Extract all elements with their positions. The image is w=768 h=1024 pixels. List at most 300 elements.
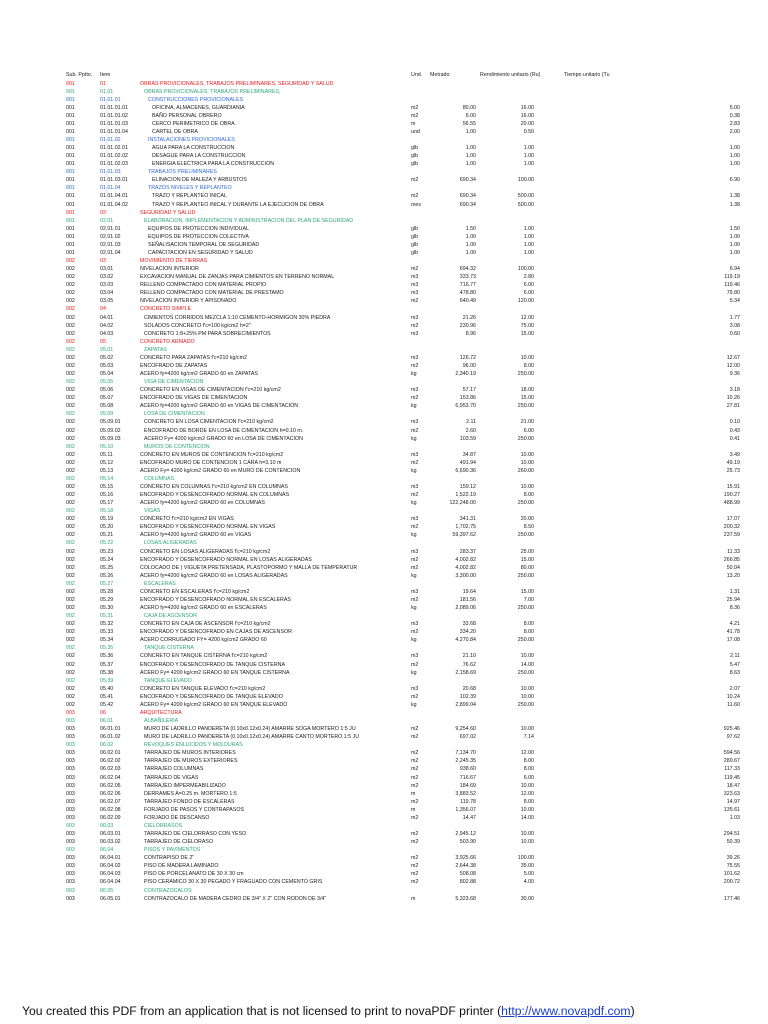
row-metrado: 2.60 [465, 427, 476, 434]
row-item-code: 06.02.07 [100, 798, 121, 805]
row-rendimiento: 120.00 [517, 298, 534, 305]
row-item-code: 01.01.01.04 [100, 128, 128, 135]
row-metrado: 76.62 [462, 661, 476, 668]
row-sub-pptto: 002 [66, 387, 75, 394]
table-row [0, 564, 768, 572]
row-unit: m3 [411, 387, 419, 394]
row-description: MOVIMIENTO DE TIERRAS [140, 258, 208, 265]
row-metrado: 4,002.82 [455, 564, 476, 571]
table-row [0, 870, 768, 878]
row-item-code: 05.06 [100, 387, 114, 394]
row-sub-pptto: 003 [66, 887, 75, 894]
row-tiempo: 10.26 [726, 395, 740, 402]
row-sub-pptto: 002 [66, 322, 75, 329]
table-row [0, 596, 768, 604]
row-rendimiento: 8.50 [523, 524, 534, 531]
row-tiempo: 119.46 [724, 282, 740, 289]
row-item-code: 01.01.02 [100, 136, 121, 143]
row-description: TRAZO Y REPLANTEO INICAL Y DURANTE LA EJECUCION DE OBRA [152, 201, 324, 208]
row-sub-pptto: 002 [66, 629, 75, 636]
row-description: SOLADOS CONCRETO f'c=100 kg/cm2 h=2" [144, 322, 251, 329]
row-item-code: 05.22 [100, 540, 114, 547]
table-row [0, 217, 768, 225]
row-tiempo: 1.00 [729, 233, 740, 240]
row-description: ENCOFRADO DE VIGAS DE CIMENTACION [140, 395, 248, 402]
row-unit: kg [411, 532, 417, 539]
row-item-code: 06.04.01 [100, 855, 121, 862]
table-row [0, 604, 768, 612]
row-unit: m2 [411, 112, 419, 119]
row-item-code: 01.01.01.03 [100, 120, 128, 127]
row-sub-pptto: 001 [66, 241, 75, 248]
row-tiempo: 1.38 [729, 201, 740, 208]
row-description: CONCRETO EN COLUMNAS f'c=210 kg/cm2 EN COLUMNAS [140, 484, 288, 490]
row-tiempo: 15.91 [726, 484, 740, 490]
table-row [0, 548, 768, 556]
row-description: VIGA DE CIMENTACION [144, 379, 204, 386]
table-row [0, 386, 768, 394]
table-row [0, 289, 768, 297]
row-sub-pptto: 002 [66, 411, 75, 418]
row-tiempo: 6.94 [729, 266, 740, 273]
row-tiempo: 1.00 [729, 145, 740, 152]
row-sub-pptto: 003 [66, 855, 75, 862]
row-sub-pptto: 002 [66, 475, 75, 482]
row-item-code: 02.01.04 [100, 249, 121, 256]
row-item-code: 06.03.01 [100, 831, 121, 837]
row-unit: m2 [411, 782, 419, 789]
table-row [0, 152, 768, 160]
row-description: RELLENO COMPACTADO CON MATERIAL PROPIO [140, 282, 267, 289]
row-metrado: 153.86 [459, 395, 476, 402]
row-rendimiento: 10.00 [520, 459, 534, 466]
row-sub-pptto: 002 [66, 645, 75, 652]
row-item-code: 05.01 [100, 346, 114, 353]
row-description: CONCRETO 1:8+25% PM PARA SOBRECIMIENTOS [144, 330, 271, 337]
row-unit: m2 [411, 492, 419, 499]
row-description: OFICINA, ALMACENES, GUARDIANIA [152, 104, 245, 111]
table-row [0, 693, 768, 701]
row-metrado: 1.00 [465, 249, 476, 256]
row-tiempo: 0.60 [729, 330, 740, 337]
row-metrado: 20.68 [462, 685, 476, 692]
row-tiempo: 4.21 [729, 621, 740, 628]
row-item-code: 06.04.03 [100, 871, 121, 878]
table-row [0, 370, 768, 378]
row-sub-pptto: 002 [66, 435, 75, 442]
row-metrado: 1,356.07 [455, 806, 476, 813]
row-sub-pptto: 003 [66, 774, 75, 781]
row-tiempo: 190.27 [723, 492, 740, 499]
row-sub-pptto: 002 [66, 548, 75, 555]
table-row [0, 144, 768, 152]
row-tiempo: 8.36 [729, 605, 740, 612]
row-sub-pptto: 002 [66, 653, 75, 660]
row-tiempo: 27.81 [726, 403, 740, 410]
table-row [0, 427, 768, 435]
row-rendimiento: 20.00 [520, 120, 534, 127]
table-row [0, 136, 768, 144]
row-unit: m3 [411, 330, 419, 337]
row-unit: glb [411, 153, 419, 160]
row-item-code: 03.01 [100, 266, 114, 273]
table-row [0, 265, 768, 273]
row-item-code: 06 [100, 709, 106, 716]
row-sub-pptto: 002 [66, 338, 75, 345]
row-tiempo: 12.00 [726, 362, 740, 369]
table-row [0, 636, 768, 644]
row-item-code: 06.04.02 [100, 863, 121, 870]
row-sub-pptto: 003 [66, 758, 75, 765]
row-item-code: 05.27 [100, 580, 114, 587]
row-sub-pptto: 003 [66, 895, 75, 902]
table-row [0, 483, 768, 491]
row-sub-pptto: 002 [66, 580, 75, 587]
row-metrado: 503.90 [459, 839, 476, 846]
table-row [0, 749, 768, 757]
row-metrado: 333.73 [459, 274, 476, 281]
row-description: CONCRETO PARA ZAPATAS f'c=210 kg/cm2 [140, 354, 247, 361]
row-unit: m3 [411, 588, 419, 595]
row-item-code: 01.01.02.03 [100, 161, 128, 168]
row-item-code: 05.20 [100, 524, 114, 531]
row-unit: m2 [411, 734, 419, 741]
row-sub-pptto: 002 [66, 258, 75, 265]
row-description: CONCRETO EN TANQUE ELEVADO f'c=210 kg/cm2 [140, 685, 266, 692]
row-tiempo: 41.78 [726, 629, 740, 636]
row-rendimiento: 10.00 [520, 484, 534, 490]
row-description: PISOS Y PAVIMENTOS [144, 847, 201, 854]
row-description: INSTALACIONES PROVICIONALES [148, 136, 235, 143]
row-unit: kg [411, 403, 417, 410]
row-sub-pptto: 003 [66, 806, 75, 813]
row-sub-pptto: 002 [66, 330, 75, 337]
row-rendimiento: 80.00 [520, 564, 534, 571]
row-description: CONCRETO EN VIGAS DE CIMENTACION f'c=210 kg/cm2 [140, 387, 281, 394]
row-description: ESCALERAS [144, 580, 176, 587]
row-metrado: 3,883.52 [455, 790, 476, 797]
row-tiempo: 2.83 [729, 120, 740, 127]
row-metrado: 938.60 [459, 766, 476, 773]
row-metrado: 508.08 [459, 871, 476, 878]
row-metrado: 690.34 [459, 201, 476, 208]
row-rendimiento: 12.00 [520, 790, 534, 797]
row-sub-pptto: 003 [66, 863, 75, 870]
row-unit: m2 [411, 661, 419, 668]
row-unit: m2 [411, 798, 419, 805]
row-tiempo: 79.80 [726, 290, 740, 297]
row-unit: m2 [411, 831, 419, 837]
row-item-code: 06.02.09 [100, 814, 121, 821]
row-item-code: 05.31 [100, 613, 114, 620]
table-row [0, 241, 768, 249]
row-description: FORJADO DE DESCANSO [144, 814, 210, 821]
row-sub-pptto: 002 [66, 306, 75, 313]
row-sub-pptto: 001 [66, 201, 75, 208]
row-item-code: 05.09 [100, 411, 114, 418]
row-description: TARRAJEO FONDO DE ESCALERAS [144, 798, 235, 805]
row-item-code: 05.37 [100, 661, 114, 668]
row-rendimiento: 250.00 [517, 605, 534, 612]
row-item-code: 01.01.01.01 [100, 104, 128, 111]
row-sub-pptto: 002 [66, 419, 75, 426]
table-row [0, 88, 768, 96]
row-unit: m2 [411, 362, 419, 369]
table-row [0, 168, 768, 176]
row-unit: m3 [411, 548, 419, 555]
row-sub-pptto: 002 [66, 621, 75, 628]
row-metrado: 690.34 [459, 177, 476, 184]
row-unit: m [411, 806, 416, 813]
row-metrado: 1.00 [465, 145, 476, 152]
row-description: TARRAJEO DE CIELORASO [144, 839, 214, 846]
row-tiempo: 280.67 [723, 758, 740, 765]
row-rendimiento: 14.00 [520, 814, 534, 821]
row-sub-pptto: 001 [66, 96, 75, 103]
row-unit: m [411, 895, 416, 902]
row-tiempo: 0.43 [729, 427, 740, 434]
row-rendimiento: 8.00 [523, 798, 534, 805]
row-metrado: 8.96 [465, 330, 476, 337]
row-sub-pptto: 002 [66, 451, 75, 458]
table-row [0, 685, 768, 693]
row-unit: m2 [411, 556, 419, 563]
row-rendimiento: 2.80 [523, 274, 534, 281]
row-metrado: 33.68 [462, 621, 476, 628]
header-sub-pptto: Sub. Pptto. [66, 72, 93, 78]
row-unit: m2 [411, 564, 419, 571]
row-metrado: 5,323.68 [455, 895, 476, 902]
row-rendimiento: 15.00 [520, 588, 534, 595]
row-tiempo: 17.08 [726, 637, 740, 644]
table-row [0, 475, 768, 483]
table-row [0, 846, 768, 854]
row-description: ZAPATAS [144, 346, 167, 353]
row-item-code: 03 [100, 258, 106, 265]
table-row [0, 507, 768, 515]
row-metrado: 21.10 [462, 653, 476, 660]
row-rendimiento: 1.00 [523, 233, 534, 240]
row-unit: glb [411, 233, 419, 240]
row-sub-pptto: 002 [66, 613, 75, 620]
row-unit: m2 [411, 774, 419, 781]
row-item-code: 02.01.03 [100, 241, 121, 248]
table-row [0, 701, 768, 709]
row-tiempo: 11.33 [727, 548, 740, 555]
row-item-code: 03.03 [100, 282, 114, 289]
row-unit: glb [411, 145, 419, 152]
row-sub-pptto: 003 [66, 742, 75, 749]
row-unit: m2 [411, 693, 419, 700]
row-tiempo: 117.33 [724, 766, 740, 773]
row-sub-pptto: 003 [66, 831, 75, 837]
row-description: TARRAJEO DE VIGAS [144, 774, 199, 781]
row-metrado: 122,248.00 [449, 500, 476, 507]
row-description: ARQUITECTURA [140, 709, 182, 716]
row-item-code: 01.01.01 [100, 96, 121, 103]
row-metrado: 56.55 [462, 120, 476, 127]
row-tiempo: 237.59 [723, 532, 740, 539]
row-description: ACERO CORRUGADO FY= 4200 kg/cm2 GRADO 60 [140, 637, 267, 644]
row-sub-pptto: 001 [66, 169, 75, 176]
row-sub-pptto: 002 [66, 572, 75, 579]
row-description: CONCRETO SIMPLE [140, 306, 192, 313]
table-row [0, 435, 768, 443]
row-unit: kg [411, 435, 417, 442]
row-item-code: 05.14 [100, 475, 114, 482]
row-metrado: 21.26 [462, 314, 476, 321]
row-metrado: 6.00 [465, 112, 476, 119]
row-metrado: 716.77 [459, 282, 476, 289]
row-rendimiento: 1.00 [523, 161, 534, 168]
table-row [0, 209, 768, 217]
row-item-code: 06.02.02 [100, 758, 121, 765]
row-metrado: 1.50 [465, 225, 476, 232]
row-item-code: 05.42 [100, 701, 114, 708]
row-description: PISO DE MADERA LAMINADO [144, 863, 219, 870]
row-item-code: 05.23 [100, 548, 114, 555]
row-description: AGUA PARA LA CONSTRUCCION [152, 145, 235, 152]
row-tiempo: 0.41 [729, 435, 740, 442]
row-unit: m2 [411, 395, 419, 402]
row-item-code: 05.16 [100, 492, 114, 499]
table-row [0, 459, 768, 467]
row-unit: m2 [411, 596, 419, 603]
table-row [0, 330, 768, 338]
row-tiempo: 1.03 [729, 814, 740, 821]
table-row [0, 572, 768, 580]
row-rendimiento: 21.00 [520, 419, 534, 426]
row-metrado: 1,522.19 [455, 492, 476, 499]
row-tiempo: 0.10 [729, 419, 740, 426]
table-row [0, 120, 768, 128]
row-sub-pptto: 001 [66, 193, 75, 200]
row-sub-pptto: 003 [66, 790, 75, 797]
row-description: ACERO Fy= 4200 kg/cm2 GRADO 60 EN TANQUE CISTERNA [140, 669, 290, 676]
row-sub-pptto: 001 [66, 249, 75, 256]
row-tiempo: 3.08 [729, 322, 740, 329]
row-rendimiento: 10.00 [520, 726, 534, 733]
row-item-code: 05.07 [100, 395, 114, 402]
row-rendimiento: 35.00 [520, 863, 534, 870]
row-rendimiento: 18.00 [520, 387, 534, 394]
novapdf-notice [22, 1004, 635, 1018]
row-description: CONCRETO ARMADO [140, 338, 195, 345]
row-unit: glb [411, 241, 419, 248]
row-rendimiento: 260.00 [517, 467, 534, 474]
row-metrado: 1,702.75 [455, 524, 476, 531]
row-description: ACERO Fy= 4200 kg/cm2 GRADO 60 EN TANQUE ELEVADO [140, 701, 288, 708]
row-rendimiento: 250.00 [517, 500, 534, 507]
row-rendimiento: 16.00 [520, 112, 534, 119]
row-metrado: 2,089.06 [455, 605, 476, 612]
row-rendimiento: 6.00 [523, 290, 534, 297]
row-metrado: 334.20 [459, 629, 476, 636]
row-description: ENCOFRADO MURO DE CONTENCION 1 CARA h=3.10 m [140, 459, 282, 466]
row-tiempo: 97.62 [726, 734, 740, 741]
table-row [0, 338, 768, 346]
row-metrado: 283.37 [459, 548, 476, 555]
row-item-code: 06.02.08 [100, 806, 121, 813]
row-rendimiento: 1.00 [523, 241, 534, 248]
row-metrado: 694.32 [459, 266, 476, 273]
row-unit: m3 [411, 685, 419, 692]
row-item-code: 01 [100, 80, 106, 87]
row-sub-pptto: 003 [66, 798, 75, 805]
row-description: LOSA DE CIMENTACION [144, 411, 205, 418]
row-description: ENCOFRADO Y DESENCOFRADO NORMAL EN VIGAS [140, 524, 276, 531]
row-unit: m2 [411, 524, 419, 531]
row-tiempo: 594.56 [723, 750, 740, 757]
row-tiempo: 13.20 [726, 572, 740, 579]
row-description: REVOQUES ENLUCIDOS Y MOLDURAS [144, 742, 243, 749]
row-sub-pptto: 003 [66, 847, 75, 854]
row-unit: glb [411, 225, 419, 232]
table-row [0, 80, 768, 88]
table-row [0, 556, 768, 564]
row-sub-pptto: 002 [66, 282, 75, 289]
table-row [0, 128, 768, 136]
table-row [0, 418, 768, 426]
row-tiempo: 5.34 [729, 298, 740, 305]
row-tiempo: 49.19 [726, 459, 740, 466]
row-tiempo: 14.97 [726, 798, 740, 805]
row-tiempo: 119.45 [724, 774, 740, 781]
table-row [0, 669, 768, 677]
row-unit: m2 [411, 726, 419, 733]
row-sub-pptto: 001 [66, 177, 75, 184]
row-item-code: 05.24 [100, 556, 114, 563]
row-description: CIELORRASOS [144, 822, 183, 829]
row-description: ACERO Fy= 4200 kg/cm2 GRADO 60 en MURO DE CONTENCION [140, 467, 301, 474]
table-row [0, 854, 768, 862]
row-unit: m3 [411, 419, 419, 426]
row-tiempo: 2.11 [730, 653, 740, 660]
row-tiempo: 75.55 [726, 863, 740, 870]
row-item-code: 03.04 [100, 290, 114, 297]
table-row [0, 515, 768, 523]
row-unit: kg [411, 605, 417, 612]
row-tiempo: 1.00 [729, 241, 740, 248]
row-metrado: 1.00 [465, 241, 476, 248]
row-sub-pptto: 001 [66, 104, 75, 111]
row-sub-pptto: 002 [66, 500, 75, 507]
table-row [0, 249, 768, 257]
row-rendimiento: 10.00 [520, 685, 534, 692]
table-row [0, 790, 768, 798]
row-item-code: 06.02 [100, 742, 114, 749]
row-unit: m3 [411, 516, 419, 523]
header-metrado: Metrado [430, 72, 450, 78]
row-sub-pptto: 002 [66, 314, 75, 321]
table-row [0, 160, 768, 168]
row-sub-pptto: 002 [66, 346, 75, 353]
row-rendimiento: 500.00 [517, 193, 534, 200]
row-tiempo: 0.38 [729, 112, 740, 119]
row-rendimiento: 15.00 [520, 330, 534, 337]
row-rendimiento: 250.00 [517, 637, 534, 644]
row-item-code: 05.11 [100, 451, 113, 458]
row-item-code: 01.01.02.02 [100, 153, 128, 160]
row-description: CONTRAPISO DE 2" [144, 855, 195, 862]
row-item-code: 05.05 [100, 379, 114, 386]
row-unit: m2 [411, 193, 419, 200]
novapdf-link[interactable]: http://www.novapdf.com [501, 1004, 631, 1018]
row-unit: m3 [411, 653, 419, 660]
row-tiempo: 488.99 [723, 500, 740, 507]
row-rendimiento: 250.00 [517, 435, 534, 442]
row-metrado: 690.34 [459, 193, 476, 200]
